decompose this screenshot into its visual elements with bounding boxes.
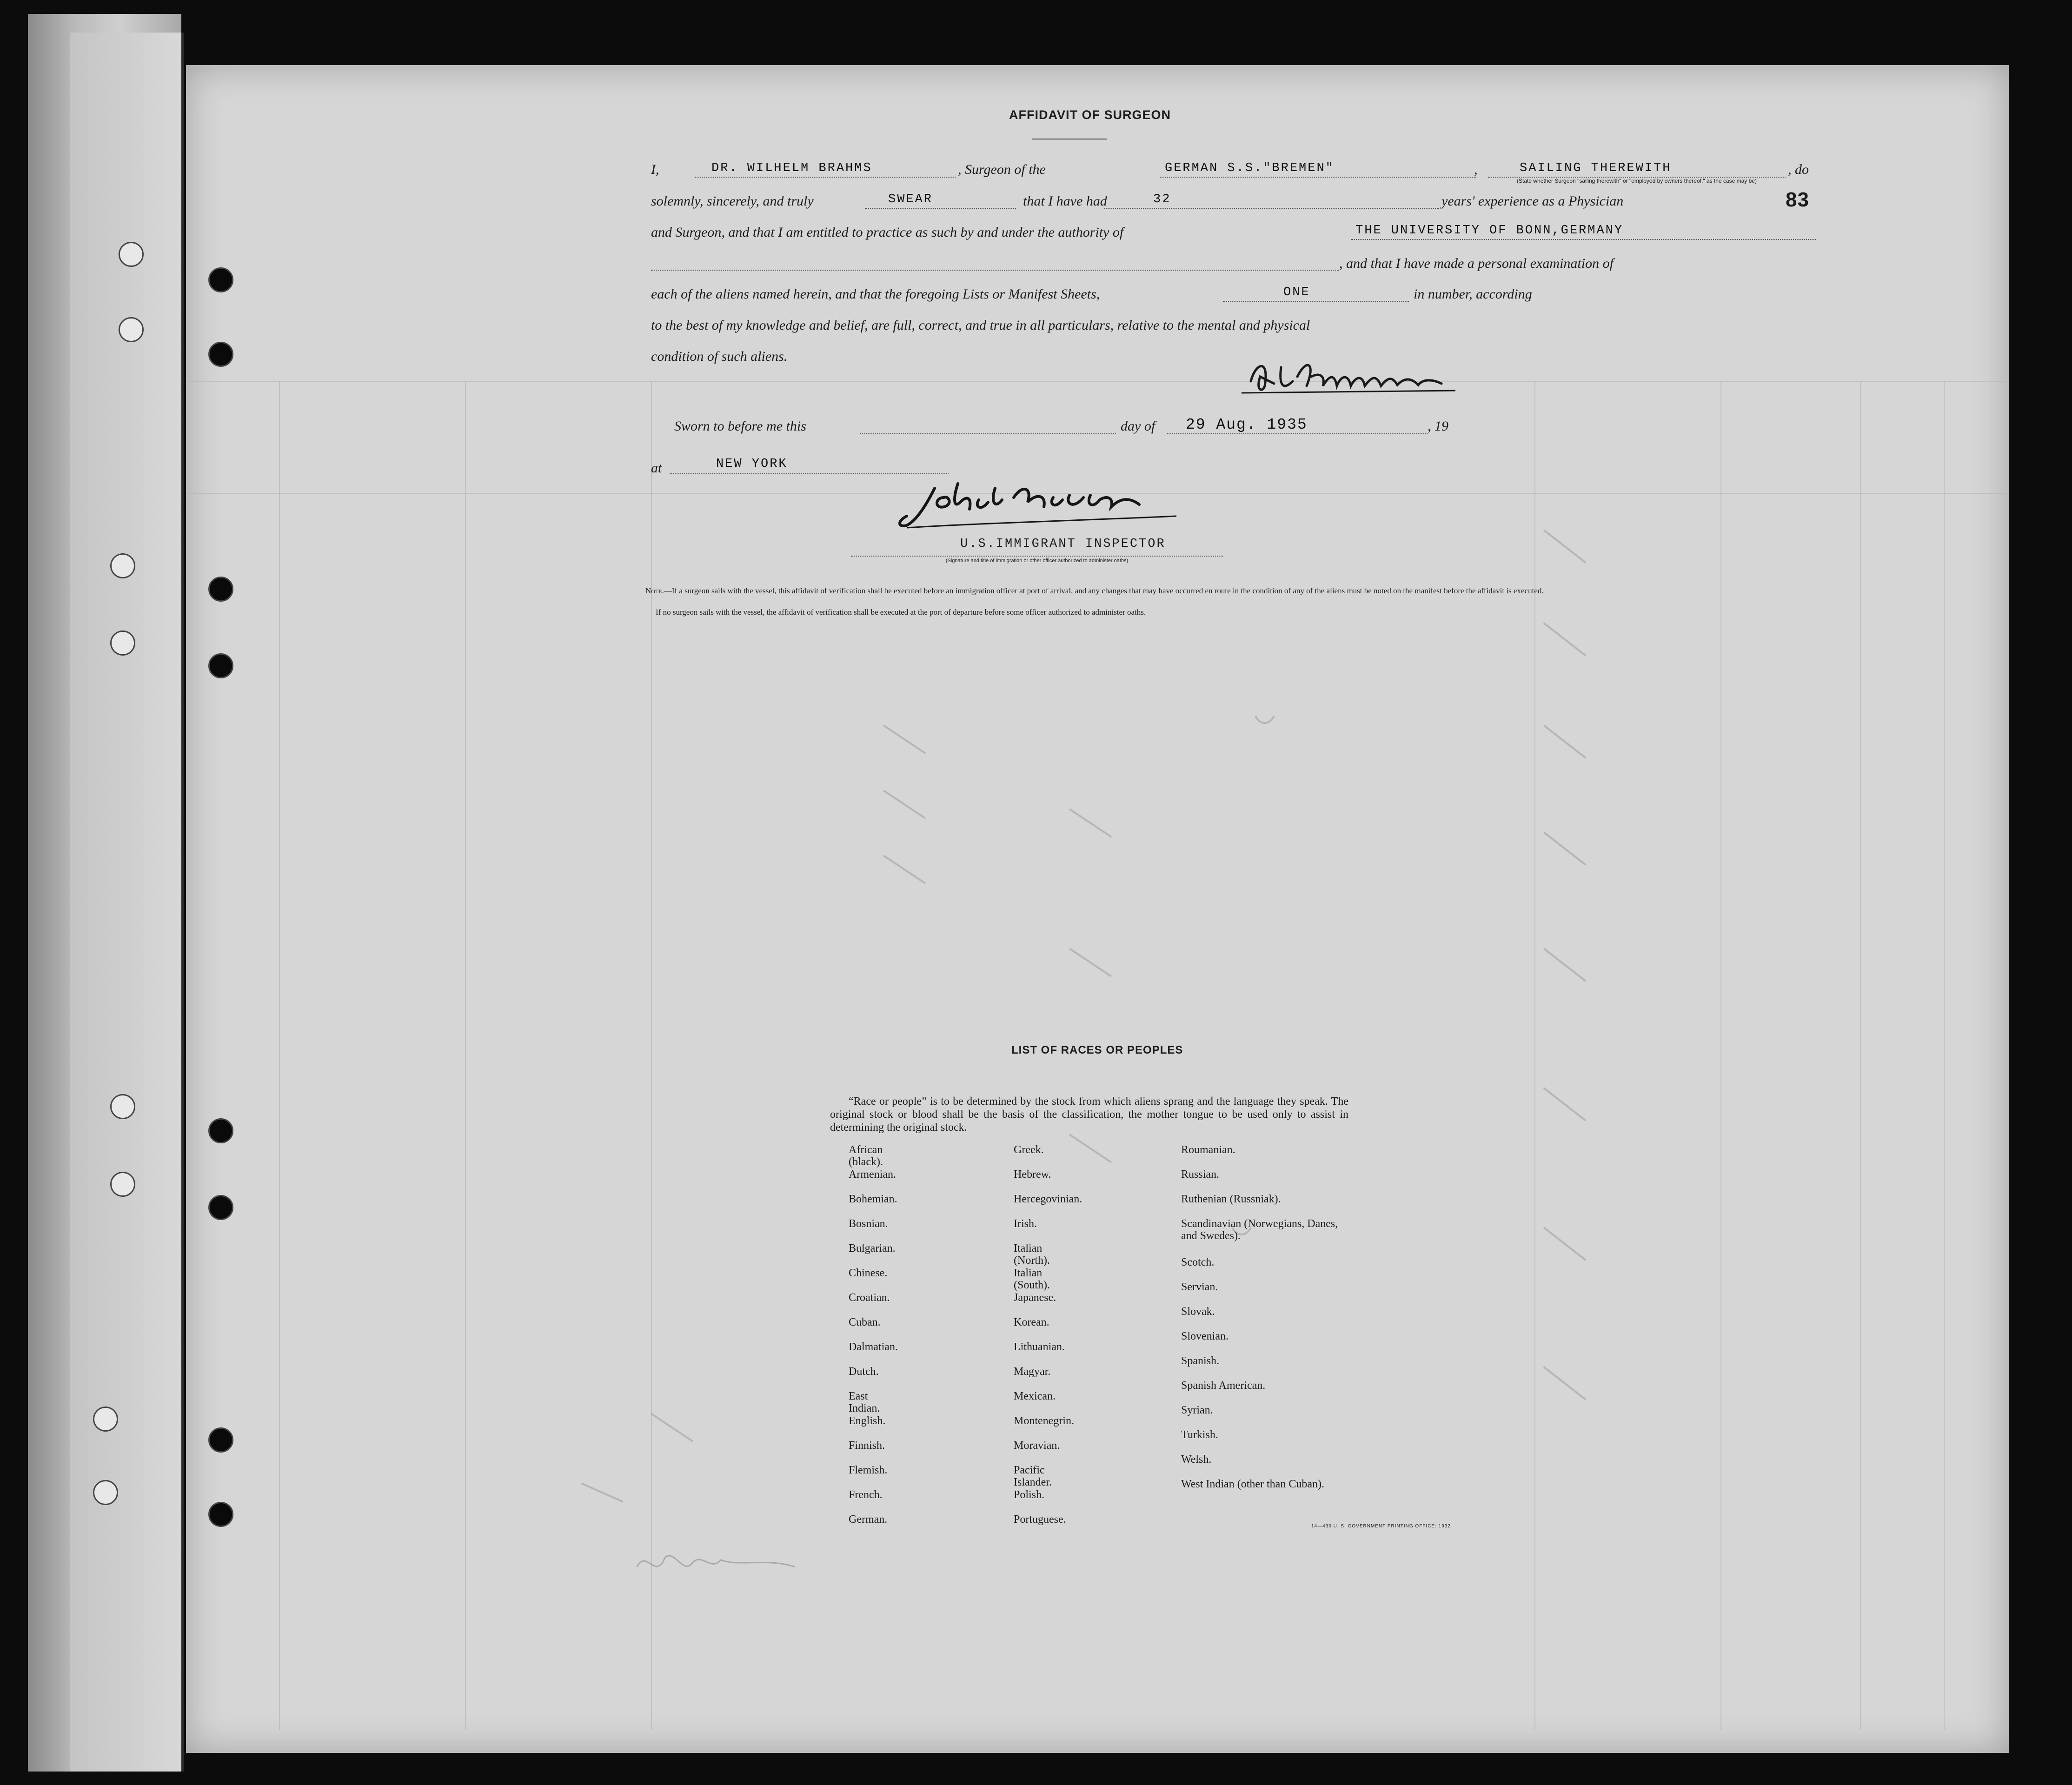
race-item: Irish. xyxy=(1014,1218,1037,1230)
race-item: Greek. xyxy=(1014,1144,1044,1156)
bleed-through-line xyxy=(186,381,2009,382)
inspector-title: U.S.IMMIGRANT INSPECTOR xyxy=(960,537,1166,551)
sailing-status: SAILING THEREWITH xyxy=(1520,161,1672,175)
binder-hole xyxy=(110,630,135,656)
race-item: Lithuanian. xyxy=(1014,1341,1065,1353)
race-item: French. xyxy=(849,1489,883,1501)
binder-hole xyxy=(208,1195,233,1220)
binder-hole xyxy=(208,1427,233,1453)
race-item: Flemish. xyxy=(849,1464,888,1476)
inspector-caption: (Signature and title of immigration or other officer authorized to administer oaths) xyxy=(945,558,1129,564)
races-intro: “Race or people” is to be determined by the stock from which aliens sprang and the language they speak. The original stock or blood shall be the basis of the classification, the mother tongue to be used only to assist in determining the original stock. xyxy=(830,1095,1348,1134)
race-item: Spanish. xyxy=(1181,1355,1220,1367)
note-text-2: If no surgeon sails with the vessel, the affidavit of verification shall be executed at the port of departure before some officer authorized to administer oaths. xyxy=(656,608,1146,617)
page-number: 83 xyxy=(1786,188,1809,211)
race-item: Portuguese. xyxy=(1014,1513,1066,1526)
sheets-value: ONE xyxy=(1283,285,1310,299)
race-item: English. xyxy=(849,1415,886,1427)
best-knowledge-text: to the best of my knowledge and belief, are full, correct, and true in all particulars, relative to the mental and physical xyxy=(651,318,1310,333)
race-item: Dutch. xyxy=(849,1366,879,1378)
race-item: Spanish American. xyxy=(1181,1380,1266,1392)
years-experience-text: years' experience as a Physician xyxy=(1441,193,1624,209)
sworn-day-line xyxy=(860,433,1116,434)
condition-text: condition of such aliens. xyxy=(651,349,788,364)
surgeon-name: DR. WILHELM BRAHMS xyxy=(711,161,872,175)
vessel-name: GERMAN S.S."BREMEN" xyxy=(1165,161,1335,175)
authority-line xyxy=(1351,239,1816,240)
that-i-have-had: that I have had xyxy=(1023,193,1107,209)
race-item: African (black). xyxy=(849,1144,883,1168)
vessel-line xyxy=(1160,177,1476,178)
each-alien-text: each of the aliens named herein, and that the foregoing Lists or Manifest Sheets, xyxy=(651,286,1100,302)
race-item: Montenegrin. xyxy=(1014,1415,1074,1427)
race-item: Servian. xyxy=(1181,1281,1218,1293)
race-item: Bulgarian. xyxy=(849,1242,896,1254)
surgeon-name-line xyxy=(695,177,956,178)
oath-line xyxy=(865,208,1016,209)
race-item: Scotch. xyxy=(1181,1256,1215,1268)
race-item: Finnish. xyxy=(849,1440,885,1452)
race-item: Korean. xyxy=(1014,1316,1049,1328)
at-text: at xyxy=(651,460,662,476)
binder-hole xyxy=(208,577,233,602)
authority-line-2 xyxy=(651,270,1339,271)
race-item: Russian. xyxy=(1181,1168,1220,1181)
affidavit-title: AFFIDAVIT OF SURGEON xyxy=(1009,108,1171,122)
sheets-line xyxy=(1223,301,1409,302)
binder-hole xyxy=(93,1480,118,1505)
race-item: Slovak. xyxy=(1181,1306,1215,1318)
race-item: Japanese. xyxy=(1014,1292,1056,1304)
binder-hole xyxy=(110,1094,135,1119)
years-value: 32 xyxy=(1153,192,1171,206)
note-label: Note. xyxy=(645,586,664,595)
intro-i: I, xyxy=(651,162,659,177)
race-item: Bohemian. xyxy=(849,1193,897,1205)
sworn-date-line xyxy=(1167,433,1428,434)
sworn-text: Sworn to before me this xyxy=(674,418,806,434)
race-item: Roumanian. xyxy=(1181,1144,1235,1156)
race-item: West Indian (other than Cuban). xyxy=(1181,1478,1324,1490)
binder-hole xyxy=(208,653,233,678)
race-item: Cuban. xyxy=(849,1316,881,1328)
race-item: East Indian. xyxy=(849,1390,880,1414)
binder-hole xyxy=(110,1172,135,1197)
years-line xyxy=(1104,208,1439,209)
binder-hole xyxy=(208,342,233,367)
race-item: Ruthenian (Russniak). xyxy=(1181,1193,1281,1205)
race-item: Italian (South). xyxy=(1014,1267,1050,1291)
manifest-page xyxy=(186,65,2009,1753)
race-item: Mexican. xyxy=(1014,1390,1056,1402)
race-item: Chinese. xyxy=(849,1267,888,1279)
race-item: Scandinavian (Norwegians, Danes, and Swedes). xyxy=(1181,1218,1338,1242)
in-number-text: in number, according xyxy=(1414,286,1532,302)
solemnly-text: solemnly, sincerely, and truly xyxy=(651,193,814,209)
printer-imprint: 14—430 U. S. GOVERNMENT PRINTING OFFICE: 1932 xyxy=(1311,1524,1451,1529)
races-title: LIST OF RACES OR PEOPLES xyxy=(1011,1044,1183,1056)
binder-hole xyxy=(93,1407,118,1432)
oath-word: SWEAR xyxy=(888,192,933,206)
bleed-through-handwriting xyxy=(628,1539,860,1595)
race-item: Dalmatian. xyxy=(849,1341,898,1353)
race-item: Pacific Islander. xyxy=(1014,1464,1052,1488)
race-item: Hercegovinian. xyxy=(1014,1193,1082,1205)
race-item: Italian (North). xyxy=(1014,1242,1050,1267)
binder-hole xyxy=(208,267,233,292)
race-item: Syrian. xyxy=(1181,1404,1213,1416)
binder-hole xyxy=(110,553,135,578)
personal-exam-text: , and that I have made a personal examination of xyxy=(1339,256,1614,271)
day-of-text: day of xyxy=(1121,418,1156,434)
comma: , xyxy=(1474,162,1478,177)
race-item: German. xyxy=(849,1513,888,1526)
race-item: Croatian. xyxy=(849,1292,890,1304)
and-surgeon-text: and Surgeon, and that I am entitled to practice as such by and under the authority of xyxy=(651,225,1124,240)
race-item: Magyar. xyxy=(1014,1366,1051,1378)
race-item: Armenian. xyxy=(849,1168,896,1181)
surgeon-signature xyxy=(1237,349,1469,405)
sworn-date: 29 Aug. 1935 xyxy=(1186,416,1308,433)
bleed-through-marks xyxy=(465,530,1813,1506)
sailing-note: (State whether Surgeon "sailing therewith" or "employed by owners thereof," as the case may be) xyxy=(1517,178,1757,184)
note-text-1: —If a surgeon sails with the vessel, this affidavit of verification shall be executed before an immigration officer at port of arrival, and any changes that may have occurred en route in the condition of any of the aliens must be noted on the manifest before the affidavit is executed. xyxy=(664,586,1544,595)
race-item: Hebrew. xyxy=(1014,1168,1051,1181)
place-value: NEW YORK xyxy=(716,457,788,471)
binder-hole xyxy=(119,242,144,267)
race-item: Bosnian. xyxy=(849,1218,888,1230)
binder-hole xyxy=(119,317,144,342)
inspector-signature xyxy=(879,470,1204,535)
bleed-through-line xyxy=(1944,381,1945,1730)
authority-value: THE UNIVERSITY OF BONN,GERMANY xyxy=(1355,224,1624,238)
race-item: Polish. xyxy=(1014,1489,1045,1501)
binder-hole xyxy=(208,1118,233,1143)
previous-page-edge xyxy=(70,33,184,1772)
binder-hole xyxy=(208,1502,233,1527)
bleed-through-line xyxy=(1860,381,1861,1730)
do-text: , do xyxy=(1788,162,1809,177)
surgeon-of-text: , Surgeon of the xyxy=(958,162,1046,177)
nineteen-text: , 19 xyxy=(1428,418,1448,434)
bleed-through-line xyxy=(279,381,280,1730)
race-item: Slovenian. xyxy=(1181,1330,1229,1342)
race-item: Turkish. xyxy=(1181,1429,1218,1441)
race-item: Welsh. xyxy=(1181,1453,1212,1466)
race-item: Moravian. xyxy=(1014,1440,1060,1452)
